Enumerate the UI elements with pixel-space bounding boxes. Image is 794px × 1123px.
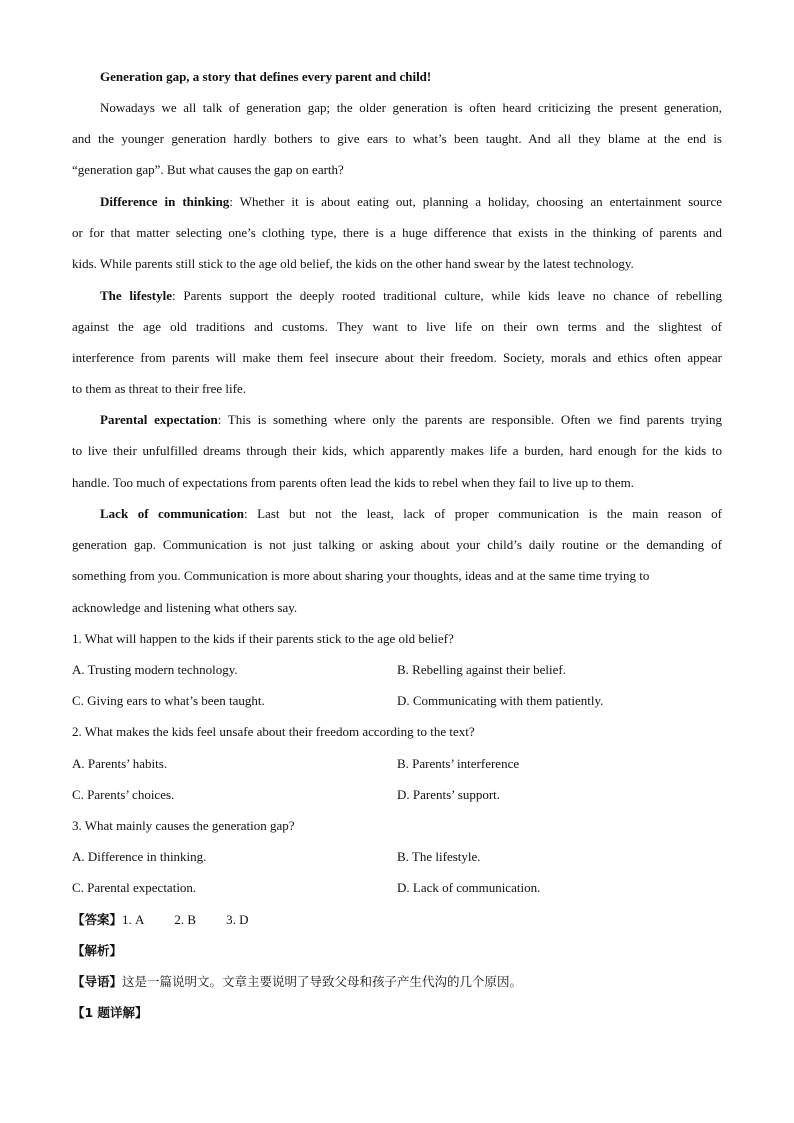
answer-item: 2. B	[174, 912, 197, 927]
question-1-option-a: A. Trusting modern technology.	[72, 662, 238, 677]
section-heading: Lack of communication	[100, 506, 244, 521]
section-thinking-first-line	[100, 194, 722, 210]
section-heading: Difference in thinking	[100, 194, 230, 209]
section-heading: Parental expectation	[100, 412, 218, 427]
section-lifestyle-line-3: interference from parents will make them feel insecure about their freedom. Society, morals and ethics often appear	[72, 350, 722, 365]
question-3-option-b: B. The lifestyle.	[397, 849, 481, 864]
question-1-option-d: D. Communicating with them patiently.	[397, 693, 604, 708]
section-communication-line-4: acknowledge and listening what others say.	[72, 600, 298, 615]
section-communication-line-2: generation gap. Communication is not just talking or asking about your child’s daily routine or the demanding of	[72, 537, 722, 552]
section-lifestyle-first-line	[100, 288, 722, 304]
section-expectation-line-2: to live their unfulfilled dreams through their kids, which apparently makes life a burden, hard enough for the kids to	[72, 443, 722, 458]
question-1-stem: 1. What will happen to the kids if their parents stick to the age old belief?	[72, 631, 454, 646]
intro-line-3: “generation gap”. But what causes the gap on earth?	[72, 162, 344, 177]
section-communication-line-3: something from you. Communication is more about sharing your thoughts, ideas and at the same time trying to	[72, 568, 650, 583]
section-lifestyle-line-4: to them as threat to their free life.	[72, 381, 246, 396]
intro-line-2: and the younger generation hardly bothers to give ears to what’s been taught. And all they blame at the end is	[72, 131, 722, 146]
analysis-label: 【解析】	[72, 943, 123, 958]
section-expectation-line-3: handle. Too much of expectations from parents often lead the kids to rebel when they fail to live up to them.	[72, 475, 635, 490]
section-heading: The lifestyle	[100, 288, 173, 303]
question-2-option-a: A. Parents’ habits.	[72, 756, 168, 771]
guide-line	[72, 974, 522, 990]
section-thinking-line-2: or for that matter selecting one’s clothing type, there is a huge difference that exists in the thinking of parents and	[72, 225, 722, 240]
question-3-option-c: C. Parental expectation.	[72, 880, 197, 895]
section-communication-first-line	[100, 506, 722, 522]
guide-label: 【导语】	[72, 974, 123, 989]
section-text: : Whether it is about eating out, planning a holiday, choosing an entertainment source	[229, 194, 722, 209]
answer-label: 【答案】	[72, 912, 123, 927]
section-text: : Parents support the deeply rooted traditional culture, while kids leave no chance of rebelling	[172, 288, 722, 303]
answer-item: 3. D	[226, 912, 249, 927]
question-3-stem: 3. What mainly causes the generation gap?	[72, 818, 295, 833]
guide-text: 这是一篇说明文。文章主要说明了导致父母和孩子产生代沟的几个原因。	[122, 974, 523, 989]
article-title: Generation gap, a story that defines every parent and child!	[100, 69, 432, 84]
answer-item: 1. A	[122, 912, 145, 927]
section-lifestyle-line-2: against the age old traditions and customs. They want to live life on their own terms and the slightest of	[72, 319, 722, 334]
question-3-option-d: D. Lack of communication.	[397, 880, 541, 895]
intro-line-1: Nowadays we all talk of generation gap; the older generation is often heard criticizing the present generation,	[100, 100, 722, 115]
section-text: : This is something where only the parents are responsible. Often we find parents trying	[217, 412, 722, 427]
question-2-stem: 2. What makes the kids feel unsafe about their freedom according to the text?	[72, 724, 475, 739]
question-2-option-c: C. Parents’ choices.	[72, 787, 175, 802]
answer-line	[72, 912, 248, 928]
section-expectation-first-line	[100, 412, 722, 428]
question-1-option-b: B. Rebelling against their belief.	[397, 662, 566, 677]
question-1-option-c: C. Giving ears to what’s been taught.	[72, 693, 265, 708]
section-thinking-line-3: kids. While parents still stick to the age old belief, the kids on the other hand swear by the latest technology.	[72, 256, 634, 271]
question-3-option-a: A. Difference in thinking.	[72, 849, 207, 864]
detail-label: 【1 题详解】	[72, 1005, 148, 1020]
section-text: : Last but not the least, lack of proper communication is the main reason of	[243, 506, 722, 521]
question-2-option-d: D. Parents’ support.	[397, 787, 501, 802]
question-2-option-b: B. Parents’ interference	[397, 756, 520, 771]
